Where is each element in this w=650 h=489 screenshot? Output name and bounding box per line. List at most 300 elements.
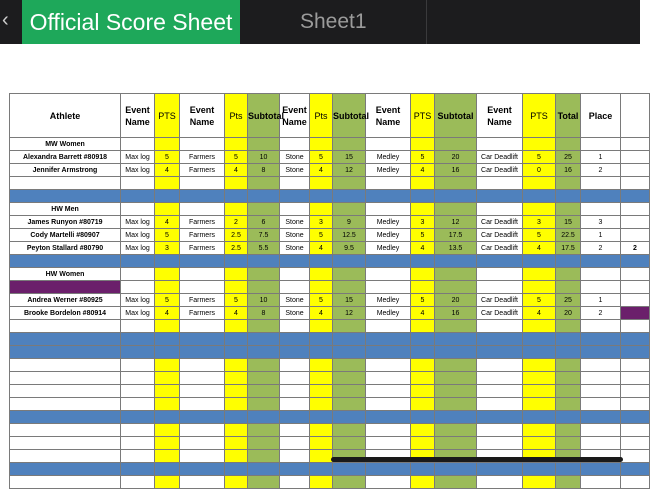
tab-sheet1[interactable]: Sheet1: [300, 10, 367, 33]
cell[interactable]: [310, 398, 333, 411]
event5-name[interactable]: Car Deadlift: [477, 164, 523, 177]
cell[interactable]: [155, 255, 180, 268]
total-cell[interactable]: 25: [556, 294, 581, 307]
event3-subtotal[interactable]: 12: [333, 307, 366, 320]
cell[interactable]: [155, 398, 180, 411]
cell[interactable]: [477, 281, 523, 294]
event4-subtotal[interactable]: 12: [435, 216, 477, 229]
cell[interactable]: [556, 398, 581, 411]
event2-pts[interactable]: 5: [225, 151, 248, 164]
cell[interactable]: [10, 359, 121, 372]
cell[interactable]: [280, 190, 310, 203]
cell[interactable]: [581, 476, 621, 489]
cell[interactable]: [121, 138, 155, 151]
cell[interactable]: [248, 437, 280, 450]
cell[interactable]: [411, 411, 435, 424]
place-cell[interactable]: 2: [581, 242, 621, 255]
event4-name[interactable]: Medley: [366, 307, 411, 320]
athlete-name[interactable]: Cody Martelli #80907: [10, 229, 121, 242]
event2-pts[interactable]: 5: [225, 294, 248, 307]
cell[interactable]: [180, 359, 225, 372]
cell[interactable]: [435, 372, 477, 385]
cell[interactable]: [523, 320, 556, 333]
event4-subtotal[interactable]: 16: [435, 307, 477, 320]
cell[interactable]: [248, 203, 280, 216]
cell[interactable]: [121, 333, 155, 346]
event2-pts[interactable]: 2.5: [225, 242, 248, 255]
event2-subtotal[interactable]: 6: [248, 216, 280, 229]
cell[interactable]: [366, 203, 411, 216]
cell[interactable]: [435, 424, 477, 437]
cell[interactable]: [411, 138, 435, 151]
cell[interactable]: [310, 346, 333, 359]
cell[interactable]: [225, 372, 248, 385]
cell[interactable]: [621, 450, 650, 463]
cell[interactable]: [310, 463, 333, 476]
event2-pts[interactable]: 4: [225, 307, 248, 320]
event5-name[interactable]: Car Deadlift: [477, 242, 523, 255]
event4-subtotal[interactable]: 16: [435, 164, 477, 177]
cell[interactable]: [523, 437, 556, 450]
cell[interactable]: [435, 398, 477, 411]
cell[interactable]: [477, 320, 523, 333]
cell[interactable]: [477, 437, 523, 450]
cell[interactable]: [523, 203, 556, 216]
cell[interactable]: [10, 346, 121, 359]
cell[interactable]: [523, 411, 556, 424]
cell[interactable]: [310, 476, 333, 489]
event1-pts[interactable]: 4: [155, 216, 180, 229]
cell[interactable]: [411, 177, 435, 190]
event4-subtotal[interactable]: 17.5: [435, 229, 477, 242]
athlete-name[interactable]: Brooke Bordelon #80914: [10, 307, 121, 320]
cell[interactable]: [180, 385, 225, 398]
event4-name[interactable]: Medley: [366, 216, 411, 229]
cell[interactable]: [333, 190, 366, 203]
cell[interactable]: [280, 463, 310, 476]
cell[interactable]: [621, 411, 650, 424]
cell[interactable]: [10, 190, 121, 203]
cell[interactable]: [333, 385, 366, 398]
cell[interactable]: [10, 372, 121, 385]
cell[interactable]: [280, 385, 310, 398]
event2-subtotal[interactable]: 10: [248, 151, 280, 164]
event4-name[interactable]: Medley: [366, 164, 411, 177]
athlete-name[interactable]: Alexandra Barrett #80918: [10, 151, 121, 164]
cell[interactable]: [180, 320, 225, 333]
event3-pts[interactable]: 5: [310, 229, 333, 242]
athlete-name[interactable]: Andrea Werner #80925: [10, 294, 121, 307]
cell[interactable]: [523, 424, 556, 437]
event3-subtotal[interactable]: 12.5: [333, 229, 366, 242]
total-cell[interactable]: 15: [556, 216, 581, 229]
cell[interactable]: [366, 437, 411, 450]
event3-pts[interactable]: 3: [310, 216, 333, 229]
cell[interactable]: [310, 268, 333, 281]
cell[interactable]: [411, 281, 435, 294]
cell[interactable]: [225, 476, 248, 489]
cell[interactable]: [310, 411, 333, 424]
place-cell[interactable]: 1: [581, 229, 621, 242]
cell[interactable]: [225, 346, 248, 359]
cell[interactable]: [155, 450, 180, 463]
cell[interactable]: [621, 138, 650, 151]
event1-pts[interactable]: 4: [155, 164, 180, 177]
cell[interactable]: [366, 255, 411, 268]
event3-name[interactable]: Stone: [280, 242, 310, 255]
cell[interactable]: [180, 463, 225, 476]
cell[interactable]: [248, 385, 280, 398]
cell[interactable]: [435, 463, 477, 476]
event3-subtotal[interactable]: 9: [333, 216, 366, 229]
event1-pts[interactable]: 5: [155, 229, 180, 242]
cell[interactable]: [180, 437, 225, 450]
cell[interactable]: [411, 333, 435, 346]
cell[interactable]: [248, 177, 280, 190]
cell[interactable]: [248, 476, 280, 489]
cell[interactable]: [621, 359, 650, 372]
cell[interactable]: [556, 333, 581, 346]
cell[interactable]: [155, 177, 180, 190]
cell[interactable]: [225, 424, 248, 437]
cell[interactable]: [556, 385, 581, 398]
cell[interactable]: [121, 463, 155, 476]
cell[interactable]: [121, 268, 155, 281]
cell[interactable]: [180, 255, 225, 268]
cell[interactable]: [155, 424, 180, 437]
cell[interactable]: [366, 268, 411, 281]
event3-name[interactable]: Stone: [280, 307, 310, 320]
cell[interactable]: [621, 346, 650, 359]
cell[interactable]: [155, 346, 180, 359]
cell[interactable]: [248, 268, 280, 281]
cell[interactable]: [581, 346, 621, 359]
event4-name[interactable]: Medley: [366, 242, 411, 255]
cell[interactable]: [10, 437, 121, 450]
cell[interactable]: [581, 411, 621, 424]
cell[interactable]: [225, 385, 248, 398]
event5-name[interactable]: Car Deadlift: [477, 294, 523, 307]
cell[interactable]: [333, 138, 366, 151]
cell[interactable]: [180, 281, 225, 294]
cell[interactable]: [310, 372, 333, 385]
cell[interactable]: [581, 385, 621, 398]
cell[interactable]: [477, 463, 523, 476]
cell[interactable]: [10, 385, 121, 398]
cell[interactable]: [121, 437, 155, 450]
cell[interactable]: [10, 333, 121, 346]
cell[interactable]: [435, 346, 477, 359]
cell[interactable]: [225, 450, 248, 463]
cell[interactable]: [248, 190, 280, 203]
total-cell[interactable]: 16: [556, 164, 581, 177]
cell[interactable]: [180, 411, 225, 424]
cell[interactable]: [366, 333, 411, 346]
event1-pts[interactable]: 4: [155, 307, 180, 320]
cell[interactable]: [435, 385, 477, 398]
event3-pts[interactable]: 4: [310, 242, 333, 255]
event5-pts[interactable]: 0: [523, 164, 556, 177]
cell[interactable]: [366, 138, 411, 151]
cell[interactable]: [621, 151, 650, 164]
cell[interactable]: [155, 281, 180, 294]
cell[interactable]: [435, 333, 477, 346]
cell[interactable]: [523, 268, 556, 281]
event4-name[interactable]: Medley: [366, 229, 411, 242]
event5-pts[interactable]: 5: [523, 294, 556, 307]
cell[interactable]: [556, 320, 581, 333]
cell[interactable]: [155, 359, 180, 372]
cell[interactable]: [556, 190, 581, 203]
cell[interactable]: [621, 437, 650, 450]
cell[interactable]: [556, 476, 581, 489]
place-cell[interactable]: 1: [581, 151, 621, 164]
cell[interactable]: [556, 359, 581, 372]
cell[interactable]: [366, 372, 411, 385]
event4-pts[interactable]: 4: [411, 242, 435, 255]
event4-name[interactable]: Medley: [366, 151, 411, 164]
cell[interactable]: [10, 450, 121, 463]
cell[interactable]: [121, 359, 155, 372]
event1-name[interactable]: Max log: [121, 229, 155, 242]
cell[interactable]: [310, 333, 333, 346]
cell[interactable]: [556, 437, 581, 450]
cell[interactable]: [333, 476, 366, 489]
event4-subtotal[interactable]: 20: [435, 294, 477, 307]
cell[interactable]: [180, 138, 225, 151]
cell[interactable]: [121, 424, 155, 437]
cell[interactable]: [280, 255, 310, 268]
cell[interactable]: [310, 281, 333, 294]
cell[interactable]: [477, 398, 523, 411]
place-cell[interactable]: 1: [581, 294, 621, 307]
cell[interactable]: [155, 372, 180, 385]
cell[interactable]: [333, 398, 366, 411]
cell[interactable]: [411, 463, 435, 476]
cell[interactable]: [366, 359, 411, 372]
cell[interactable]: [180, 398, 225, 411]
cell[interactable]: [121, 411, 155, 424]
cell[interactable]: [366, 177, 411, 190]
event2-subtotal[interactable]: 8: [248, 307, 280, 320]
place-cell[interactable]: 3: [581, 216, 621, 229]
cell[interactable]: [411, 437, 435, 450]
cell[interactable]: [280, 138, 310, 151]
cell[interactable]: [248, 372, 280, 385]
cell[interactable]: [225, 190, 248, 203]
cell[interactable]: [225, 268, 248, 281]
event3-name[interactable]: Stone: [280, 151, 310, 164]
cell[interactable]: [435, 177, 477, 190]
cell[interactable]: [411, 190, 435, 203]
cell[interactable]: [225, 359, 248, 372]
cell[interactable]: [366, 463, 411, 476]
tab-official-score-sheet[interactable]: Official Score Sheet: [22, 0, 240, 44]
group-title[interactable]: MW Women: [10, 138, 121, 151]
cell[interactable]: [556, 268, 581, 281]
cell[interactable]: [155, 203, 180, 216]
event5-name[interactable]: Car Deadlift: [477, 216, 523, 229]
event5-pts[interactable]: 5: [523, 151, 556, 164]
cell[interactable]: [556, 203, 581, 216]
event4-pts[interactable]: 5: [411, 151, 435, 164]
cell[interactable]: [10, 411, 121, 424]
cell[interactable]: [155, 476, 180, 489]
event4-name[interactable]: Medley: [366, 294, 411, 307]
cell[interactable]: [556, 138, 581, 151]
cell[interactable]: [523, 346, 556, 359]
cell[interactable]: [280, 320, 310, 333]
cell[interactable]: [10, 398, 121, 411]
cell[interactable]: [477, 476, 523, 489]
cell[interactable]: [121, 190, 155, 203]
cell[interactable]: [121, 320, 155, 333]
cell[interactable]: [621, 398, 650, 411]
cell[interactable]: [581, 177, 621, 190]
cell[interactable]: [477, 190, 523, 203]
cell[interactable]: [621, 294, 650, 307]
cell[interactable]: [411, 268, 435, 281]
cell[interactable]: [310, 359, 333, 372]
cell[interactable]: [121, 177, 155, 190]
cell[interactable]: [556, 346, 581, 359]
cell[interactable]: [366, 424, 411, 437]
cell[interactable]: [523, 385, 556, 398]
cell[interactable]: [310, 255, 333, 268]
cell[interactable]: [435, 190, 477, 203]
cell[interactable]: [310, 385, 333, 398]
event3-pts[interactable]: 5: [310, 151, 333, 164]
cell[interactable]: [333, 177, 366, 190]
cell[interactable]: [366, 320, 411, 333]
cell[interactable]: [155, 437, 180, 450]
cell[interactable]: [581, 372, 621, 385]
cell[interactable]: [180, 190, 225, 203]
event2-name[interactable]: Farmers: [180, 151, 225, 164]
cell[interactable]: [581, 333, 621, 346]
cell[interactable]: [621, 372, 650, 385]
cell[interactable]: [621, 424, 650, 437]
cell[interactable]: [581, 463, 621, 476]
cell[interactable]: [333, 320, 366, 333]
cell[interactable]: [435, 437, 477, 450]
cell[interactable]: [310, 190, 333, 203]
cell[interactable]: [10, 255, 121, 268]
cell[interactable]: [581, 398, 621, 411]
cell[interactable]: [155, 463, 180, 476]
event3-name[interactable]: Stone: [280, 294, 310, 307]
cell[interactable]: [366, 281, 411, 294]
cell[interactable]: [280, 268, 310, 281]
cell[interactable]: [280, 281, 310, 294]
cell[interactable]: [556, 255, 581, 268]
place-cell-overflow[interactable]: 2: [621, 242, 650, 255]
event4-pts[interactable]: 4: [411, 164, 435, 177]
cell[interactable]: [248, 333, 280, 346]
cell[interactable]: [180, 372, 225, 385]
event1-name[interactable]: Max log: [121, 216, 155, 229]
cell[interactable]: [366, 398, 411, 411]
cell[interactable]: [248, 463, 280, 476]
cell[interactable]: [280, 437, 310, 450]
event1-name[interactable]: Max log: [121, 164, 155, 177]
cell[interactable]: [310, 320, 333, 333]
cell[interactable]: [581, 359, 621, 372]
athlete-name[interactable]: James Runyon #80719: [10, 216, 121, 229]
cell[interactable]: [621, 255, 650, 268]
cell[interactable]: [621, 385, 650, 398]
cell[interactable]: [477, 203, 523, 216]
horizontal-scrollbar[interactable]: [331, 457, 623, 462]
cell[interactable]: [248, 450, 280, 463]
cell[interactable]: [435, 320, 477, 333]
cell[interactable]: [225, 255, 248, 268]
cell[interactable]: [581, 320, 621, 333]
event4-subtotal[interactable]: 13.5: [435, 242, 477, 255]
event1-pts[interactable]: 5: [155, 151, 180, 164]
event1-pts[interactable]: 3: [155, 242, 180, 255]
event2-name[interactable]: Farmers: [180, 294, 225, 307]
cell[interactable]: [523, 138, 556, 151]
cell[interactable]: [581, 424, 621, 437]
cell[interactable]: [411, 203, 435, 216]
cell[interactable]: [523, 359, 556, 372]
cell[interactable]: [581, 203, 621, 216]
event3-pts[interactable]: 5: [310, 294, 333, 307]
cell[interactable]: [333, 437, 366, 450]
total-cell[interactable]: 25: [556, 151, 581, 164]
cell[interactable]: [121, 385, 155, 398]
cell[interactable]: [310, 437, 333, 450]
cell[interactable]: [333, 346, 366, 359]
cell[interactable]: [280, 346, 310, 359]
event2-pts[interactable]: 2.5: [225, 229, 248, 242]
cell[interactable]: [435, 255, 477, 268]
event3-pts[interactable]: 4: [310, 307, 333, 320]
cell[interactable]: [225, 203, 248, 216]
event3-name[interactable]: Stone: [280, 164, 310, 177]
cell[interactable]: [477, 372, 523, 385]
event4-pts[interactable]: 5: [411, 229, 435, 242]
event3-subtotal[interactable]: 12: [333, 164, 366, 177]
event4-pts[interactable]: 3: [411, 216, 435, 229]
event2-subtotal[interactable]: 7.5: [248, 229, 280, 242]
event5-name[interactable]: Car Deadlift: [477, 229, 523, 242]
cell[interactable]: [435, 476, 477, 489]
cell[interactable]: [310, 203, 333, 216]
cell[interactable]: [248, 346, 280, 359]
cell[interactable]: [556, 411, 581, 424]
cell[interactable]: [248, 359, 280, 372]
event1-name[interactable]: Max log: [121, 307, 155, 320]
cell[interactable]: [477, 333, 523, 346]
cell[interactable]: [556, 463, 581, 476]
cell[interactable]: [225, 138, 248, 151]
cell[interactable]: [280, 359, 310, 372]
athlete-name[interactable]: Peyton Stallard #80790: [10, 242, 121, 255]
cell[interactable]: [225, 281, 248, 294]
cell[interactable]: [621, 320, 650, 333]
cell[interactable]: [556, 281, 581, 294]
cell[interactable]: [435, 411, 477, 424]
cell[interactable]: [280, 177, 310, 190]
cell[interactable]: [180, 333, 225, 346]
cell[interactable]: [310, 450, 333, 463]
cell[interactable]: [523, 177, 556, 190]
cell[interactable]: [435, 268, 477, 281]
cell[interactable]: [621, 463, 650, 476]
event2-subtotal[interactable]: 8: [248, 164, 280, 177]
